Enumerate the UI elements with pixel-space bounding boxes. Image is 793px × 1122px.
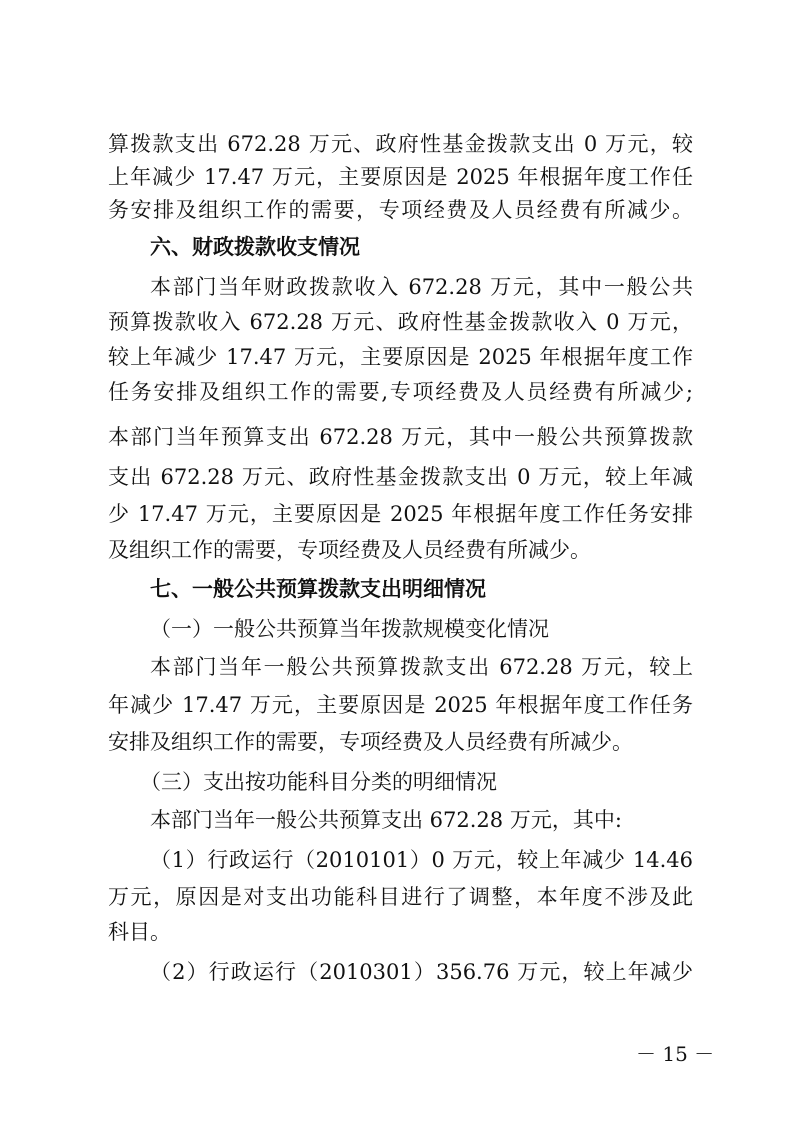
text-line: 万元，原因是对支出功能科目进行了调整，本年度不涉及此: [108, 885, 693, 909]
text-line: 较上年减少 17.47 万元，主要原因是 2025 年根据年度工作: [108, 345, 693, 369]
section-heading-7: 七、一般公共预算拨款支出明细情况: [150, 577, 486, 601]
text-line: 上年减少 17.47 万元，主要原因是 2025 年根据年度工作任: [108, 165, 693, 189]
text-line: 务安排及组织工作的需要，专项经费及人员经费有所减少。: [108, 198, 693, 222]
text-line: 科目。: [108, 920, 171, 944]
text-line: （2）行政运行（2010301）356.76 万元，较上年减少: [150, 960, 693, 984]
text-line: 安排及组织工作的需要，专项经费及人员经费有所减少。: [108, 730, 633, 754]
text-line: 预算拨款收入 672.28 万元、政府性基金拨款收入 0 万元，: [108, 310, 693, 334]
text-line: 本部门当年一般公共预算支出 672.28 万元，其中:: [150, 808, 622, 832]
text-line: 及组织工作的需要，专项经费及人员经费有所减少。: [108, 538, 591, 562]
page-number: － 15 －: [636, 1042, 715, 1066]
text-line: 支出 672.28 万元、政府性基金拨款支出 0 万元，较上年减: [108, 465, 693, 489]
subsection-heading: （一）一般公共预算当年拨款规模变化情况: [150, 617, 549, 641]
text-line: 任务安排及组织工作的需要,专项经费及人员经费有所减少;: [108, 380, 693, 404]
section-heading-6: 六、财政拨款收支情况: [150, 235, 360, 259]
text-line: 本部门当年预算支出 672.28 万元，其中一般公共预算拨款: [108, 425, 693, 449]
text-line: 年减少 17.47 万元，主要原因是 2025 年根据年度工作任务: [108, 693, 693, 717]
subsection-heading: （三）支出按功能科目分类的明细情况: [140, 770, 497, 794]
text-line: （1）行政运行（2010101）0 万元，较上年减少 14.46: [150, 848, 693, 872]
text-line: 本部门当年一般公共预算拨款支出 672.28 万元，较上: [150, 655, 693, 679]
text-line: 算拨款支出 672.28 万元、政府性基金拨款支出 0 万元，较: [108, 132, 693, 156]
text-line: 少 17.47 万元，主要原因是 2025 年根据年度工作任务安排: [108, 502, 693, 526]
text-line: 本部门当年财政拨款收入 672.28 万元，其中一般公共: [150, 275, 693, 299]
